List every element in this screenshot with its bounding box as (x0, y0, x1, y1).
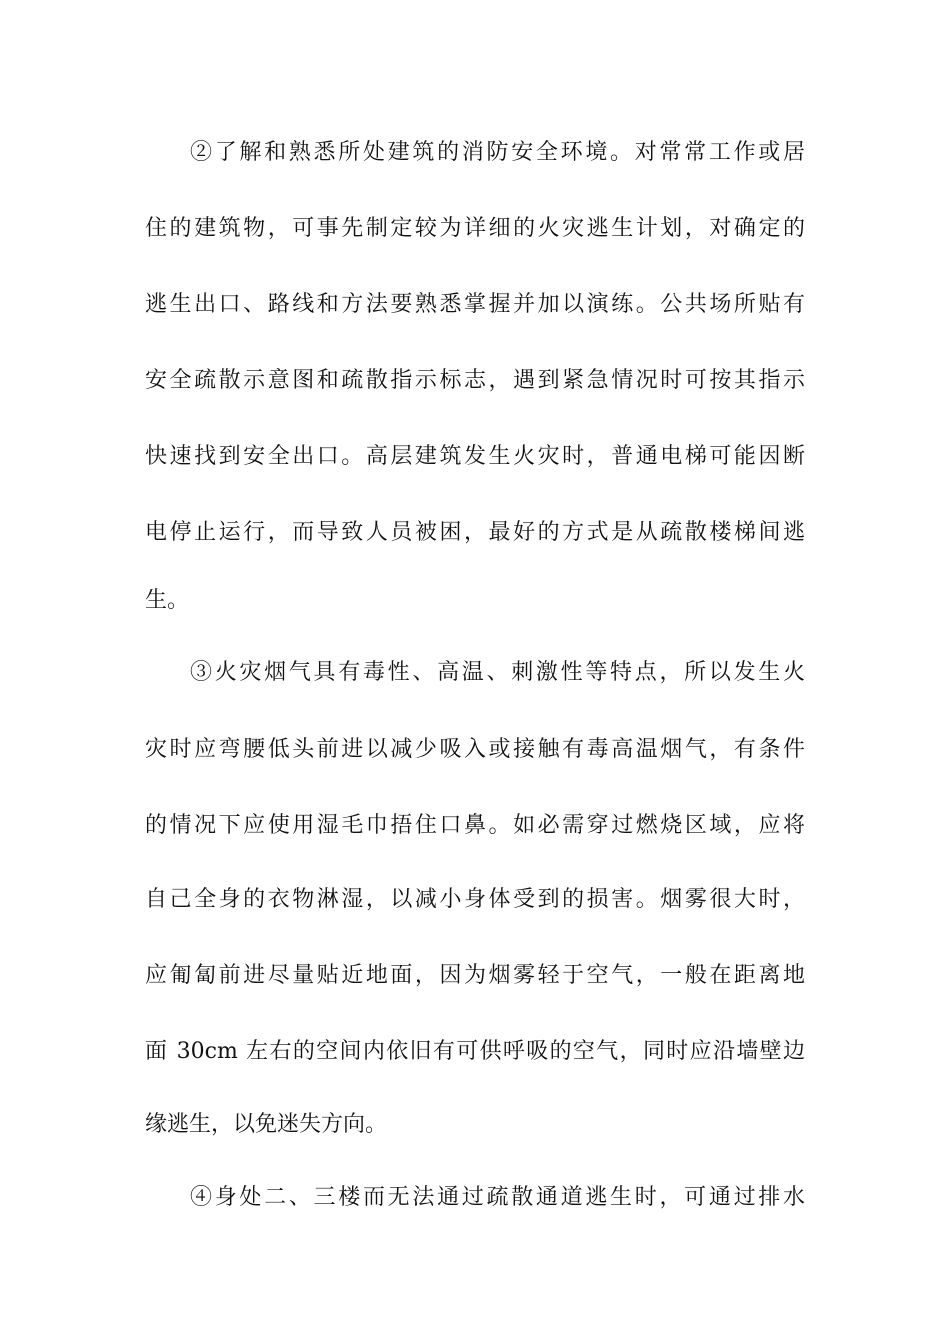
paragraph-line: 的情况下应使用湿毛巾捂住口鼻。如必需穿过燃烧区域，应将 (145, 813, 805, 838)
paragraph-line: 电停止运行，而导致人员被困，最好的方式是从疏散楼梯间逃 (145, 520, 805, 545)
paragraph-line: 应匍匐前进尽量贴近地面，因为烟雾轻于空气，一般在距离地 (145, 963, 805, 988)
paragraph-line: ④身处二、三楼而无法通过疏散通道逃生时，可通过排水 (190, 1185, 805, 1210)
paragraph-line: ②了解和熟悉所处建筑的消防安全环境。对常常工作或居 (190, 140, 805, 165)
paragraph-line: 自己全身的衣物淋湿，以减小身体受到的损害。烟雾很大时， (145, 887, 805, 912)
paragraph-line: 缘逃生，以免迷失方向。 (145, 1112, 388, 1137)
paragraph-line: 快速找到安全出口。高层建筑发生火灾时，普通电梯可能因断 (145, 444, 805, 469)
paragraph-line: 住的建筑物，可事先制定较为详细的火灾逃生计划，对确定的 (145, 216, 805, 241)
paragraph-line: 逃生出口、路线和方法要熟悉掌握并加以演练。公共场所贴有 (145, 292, 805, 317)
paragraph-line: 灾时应弯腰低头前进以减少吸入或接触有毒高温烟气，有条件 (145, 737, 805, 762)
paragraph-line: 生。 (145, 588, 190, 613)
paragraph-line: 安全疏散示意图和疏散指示标志，遇到紧急情况时可按其指示 (145, 368, 805, 393)
paragraph-line: 面 30cm 左右的空间内依旧有可供呼吸的空气，同时应沿墙壁边 (145, 1039, 805, 1064)
paragraph-line: ③火灾烟气具有毒性、高温、刺激性等特点，所以发生火 (190, 660, 805, 685)
